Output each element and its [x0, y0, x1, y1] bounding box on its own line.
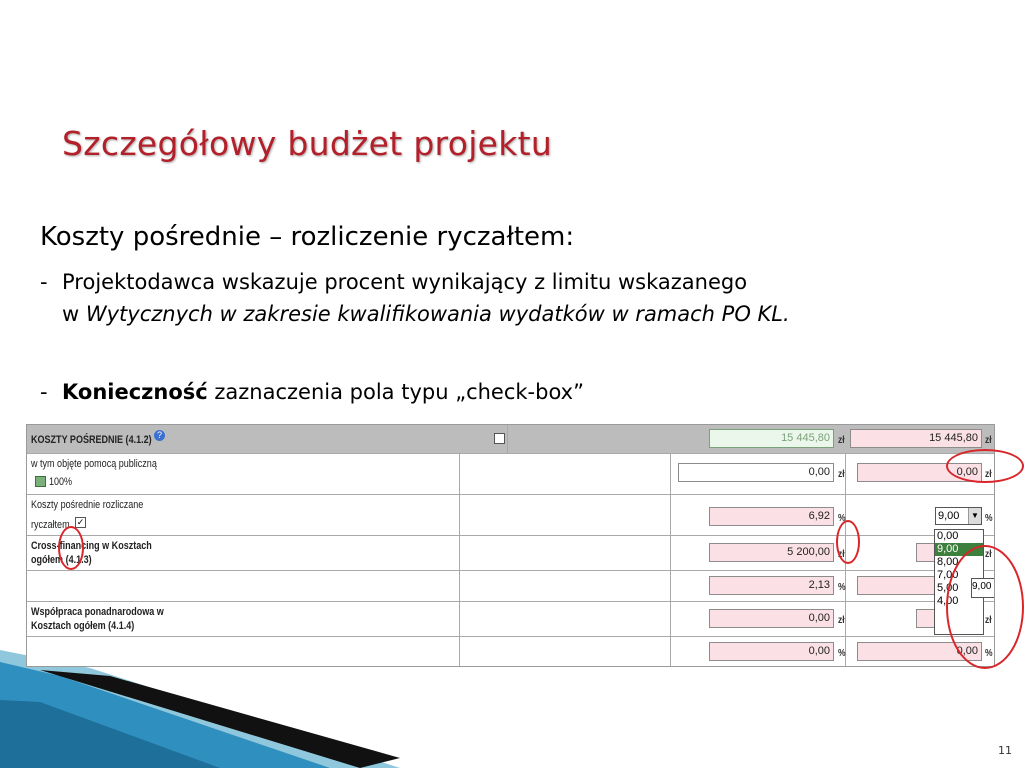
- table-row: [27, 454, 994, 495]
- unit-label: zł: [985, 615, 992, 626]
- percent-field[interactable]: 6,92: [709, 507, 834, 526]
- row-label: Współpraca ponadnarodowa w: [31, 606, 164, 618]
- bullet-dash: -: [40, 270, 48, 294]
- dropdown-option[interactable]: 9,00: [935, 543, 983, 556]
- row-label: Cross-financing w Kosztach: [31, 540, 152, 552]
- select-value: 9,00: [938, 510, 960, 522]
- bullet-text: Projektodawca wskazuje procent wynikający z limitu wskazanego: [62, 270, 748, 294]
- percent-field[interactable]: 2,13: [709, 576, 834, 595]
- legend-square-icon: [35, 476, 46, 487]
- unit-label: %: [985, 648, 993, 659]
- help-icon[interactable]: ?: [154, 430, 165, 441]
- dropdown-option[interactable]: 7,00: [937, 569, 959, 581]
- total-field[interactable]: 15 445,80: [850, 429, 982, 448]
- bullet-bold-text: Konieczność: [62, 380, 208, 404]
- unit-label: zł: [985, 435, 992, 446]
- unit-label: zł: [838, 549, 845, 560]
- annotation-circle: [58, 526, 84, 570]
- unit-label: %: [838, 513, 846, 524]
- annotation-circle: [946, 545, 1024, 669]
- percent-field[interactable]: 0,00: [857, 642, 982, 661]
- table-row: [27, 425, 994, 454]
- page-number: 11: [998, 744, 1012, 757]
- total-field[interactable]: 15 445,80: [709, 429, 834, 448]
- amount-field[interactable]: [916, 543, 936, 562]
- bullet-checkbox: [40, 376, 584, 408]
- amount-field[interactable]: 0,00: [857, 463, 982, 482]
- percent-field[interactable]: 0,00: [709, 642, 834, 661]
- bullet-dash: -: [40, 380, 48, 404]
- dropdown-option[interactable]: 5,00: [937, 582, 959, 594]
- bullet-limit: [40, 266, 990, 330]
- unit-label: zł: [985, 469, 992, 480]
- row-label: KOSZTY POŚREDNIE (4.1.2): [31, 434, 152, 446]
- row-label: 100%: [49, 476, 73, 488]
- percent-select[interactable]: [935, 507, 982, 525]
- bullet-text: zaznaczenia pola typu „check-box”: [207, 380, 584, 404]
- row-label: ryczałtem: [31, 519, 70, 531]
- table-row: [27, 602, 994, 637]
- unit-label: zł: [985, 549, 992, 560]
- annotation-circle: [836, 520, 860, 564]
- bullet-italic-text: Wytycznych w zakresie kwalifikowania wydatków w ramach PO KL.: [85, 302, 790, 326]
- row-label: Koszty pośrednie rozliczane: [31, 499, 144, 511]
- unit-label: zł: [838, 615, 845, 626]
- unit-label: zł: [838, 469, 845, 480]
- slide-title: Szczegółowy budżet projektu: [62, 124, 553, 163]
- percent-field[interactable]: [857, 576, 937, 595]
- annotation-circle: [946, 449, 1024, 483]
- table-row: [27, 637, 994, 666]
- unit-label: %: [838, 582, 846, 593]
- amount-field[interactable]: 0,00: [709, 609, 834, 628]
- unit-label: %: [985, 513, 993, 524]
- dropdown-option[interactable]: 0,00: [937, 530, 959, 542]
- unit-label: %: [838, 648, 846, 659]
- table-row: [27, 571, 994, 602]
- row-label: Kosztach ogółem (4.1.4): [31, 620, 135, 632]
- unit-label: zł: [838, 435, 845, 446]
- divider: [507, 425, 508, 453]
- bullet-prefix: w: [62, 302, 86, 326]
- amount-field[interactable]: 0,00: [678, 463, 834, 482]
- chevron-down-icon[interactable]: ▼: [968, 508, 981, 524]
- amount-field[interactable]: [916, 609, 936, 628]
- amount-field[interactable]: 5 200,00: [709, 543, 834, 562]
- dropdown-option[interactable]: 8,00: [937, 556, 959, 568]
- section-subheading: Koszty pośrednie – rozliczenie ryczałtem:: [40, 222, 575, 252]
- percent-field[interactable]: 9,00: [971, 578, 995, 598]
- row-label: ogółem (4.1.3): [31, 554, 92, 566]
- flat-rate-checkbox[interactable]: ✓: [76, 517, 85, 527]
- dropdown-option[interactable]: 4,00: [937, 595, 959, 607]
- row-label: w tym objęte pomocą publiczną: [31, 458, 157, 470]
- checkbox[interactable]: [494, 433, 505, 444]
